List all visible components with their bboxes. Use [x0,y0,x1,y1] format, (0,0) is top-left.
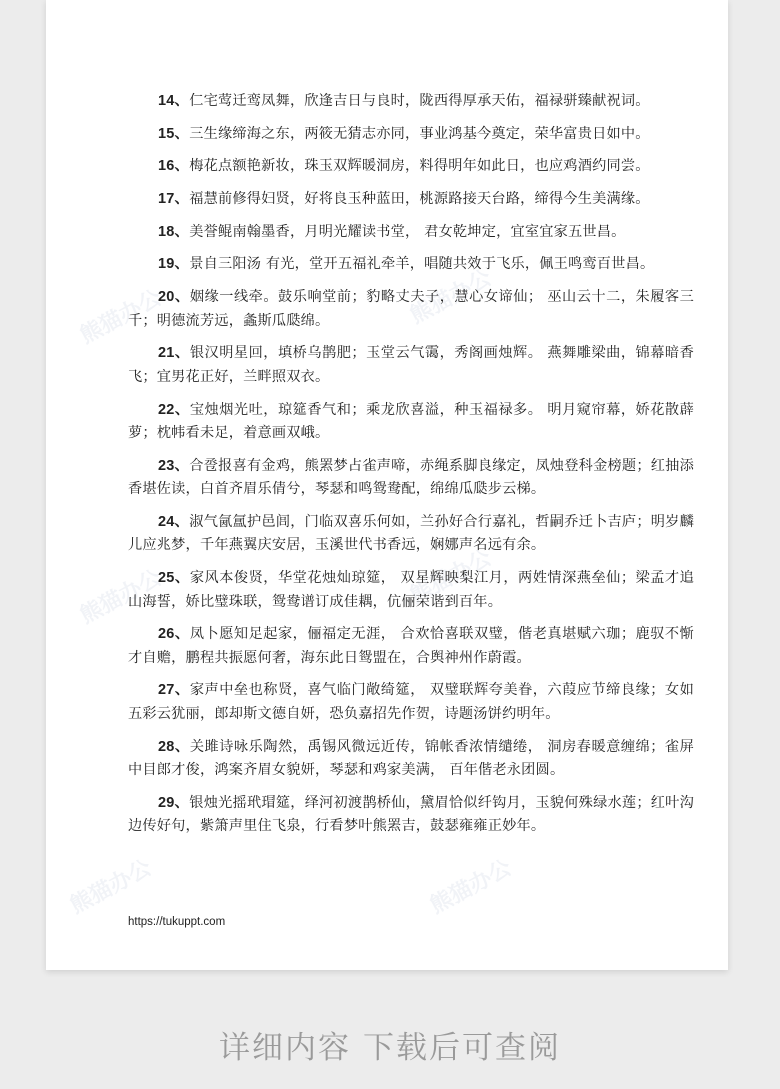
blessing-entry [128,221,694,245]
entry-text: 银汉明星回，填桥乌鹊肥；玉堂云气霭，秀阁画烛辉。 燕舞雕梁曲，锦幕暗香飞；宜男花正好，兰畔照双衣。 [128,345,695,385]
entry-number: 16、 [158,158,190,175]
entry-number: 14、 [158,93,190,109]
source-url[interactable]: https://tukuppt.com [128,916,226,928]
entry-number: 17、 [158,191,190,208]
entry-number: 18、 [158,223,190,240]
watermark: 熊猫办公 [76,285,166,349]
document-page [46,0,728,970]
blessing-entry [128,188,694,212]
entry-text: 福慧前修得妇贤，好将良玉种蓝田，桃源路接天台路，缔得今生美满缘。 [189,191,650,208]
blessing-entry [128,286,694,333]
blessing-entry [128,342,694,389]
entry-number: 19、 [158,256,190,273]
watermark: 熊猫办公 [406,545,496,609]
entry-text: 景自三阳汤 有光，堂开五福礼牵羊，唱随共效于飞乐，佩王鸣鸾百世昌。 [189,256,655,273]
entry-text: 美誉鲲南翰墨香，月明光耀读书堂， 君女乾坤定，宜室宜家五世昌。 [189,223,626,240]
document-body [128,90,694,848]
entry-text: 关雎诗咏乐陶然，禹锡风微远近传，锦帐香浓情缱绻， 洞房春暖意缠绵；雀屏中目郎才俊，鸿案齐眉女貌妍，琴瑟和鸡家美满， 百年偕老永团圆。 [128,738,695,779]
blessing-entry [128,253,694,277]
download-banner[interactable] [0,1022,780,1067]
watermark: 熊猫办公 [426,855,516,919]
blessing-entry [128,455,694,502]
entry-text: 家风本俊贤，华堂花烛灿琼筵， 双星辉映梨江月，两姓情深燕垒仙；梁孟才追山海誓，娇比璧珠联，鸳鸯谱订成佳耦，伉俪荣谐到百年。 [128,570,695,610]
entry-number: 20、 [158,289,190,306]
blessing-entry [128,679,694,726]
entry-text: 姻缘一线牵。鼓乐响堂前；豹略丈夫子，慧心女谛仙； 巫山云十二，朱履客三千；明德流芳远，螽斯瓜瓞绵。 [128,289,695,329]
blessing-entry [128,567,694,614]
entry-number: 15、 [158,125,190,142]
entry-number: 25、 [158,570,190,587]
blessing-entry [128,123,694,147]
entry-number: 29、 [158,794,190,811]
footer-download-label: 下载后可查阅 [363,1030,561,1066]
watermark: 熊猫办公 [76,565,166,629]
blessing-entry [128,623,694,670]
entry-number: 27、 [158,682,190,699]
entry-number: 22、 [158,401,190,418]
blessing-entry [128,90,694,114]
entry-text: 家声中垒也称贤，喜气临门敞绮筵， 双璧联辉夸美眷，六葭应节缔良缘；女如五彩云犹丽，郎却斯文德自妍，恐负嘉招先作贺，诗题汤饼约明年。 [128,682,695,722]
entry-text: 合卺报喜有金鸡，熊罴梦占雀声啼，赤绳系脚良缘定，凤烛登科金榜题；红抽添香堪佐读，白首齐眉乐倩兮，琴瑟和鸣鸳鸯配，绵绵瓜瓞步云梯。 [128,457,694,498]
entry-number: 26、 [158,626,190,643]
blessing-entry [128,155,694,179]
watermark: 熊猫办公 [406,265,496,329]
entry-text: 梅花点额艳新妆，珠玉双辉暖洞房，料得明年如此日，也应鸡酒约同尝。 [189,158,650,175]
footer-detail-label: 详细内容 [219,1030,351,1066]
entry-text: 宝烛烟光吐，琼筵香气和；乘龙欣喜溢，种玉福禄多。 明月窥帘幕，娇花散薜萝；枕帏看未足，着意画双峨。 [128,401,695,441]
entry-number: 24、 [158,513,190,530]
entry-text: 银烛光摇玳瑁筵，绎河初渡鹊桥仙，黛眉恰似纤钩月，玉貌何殊绿水莲；红叶沟边传好句，紫箫声里住飞泉，行看梦叶熊罴吉，鼓瑟雍雍正妙年。 [128,794,694,835]
entry-number: 23、 [158,457,190,474]
blessing-entry [128,511,694,558]
entry-text: 淑气氤氲护邑闾，门临双喜乐何如，兰孙好合行嘉礼，哲嗣乔迁卜吉庐；明岁麟儿应兆梦，千年燕翼庆安居，玉溪世代书香远，娴娜声名远有余。 [128,513,694,554]
entry-number: 28、 [158,738,190,755]
watermark: 熊猫办公 [66,855,156,919]
entry-text: 三生缘缔海之东，两筱无猜志亦同，事业鸿基今奠定，荣华富贵日如中。 [189,125,650,142]
entry-text: 仁宅莺迁鸾凤舞，欣逢吉日与良时，陇西得厚承天佑，福禄骈臻献祝词。 [189,93,650,109]
entry-text: 凤卜愿知足起家，俪福定无涯， 合欢恰喜联双璧，偕老真堪赋六珈；鹿驭不惭才自赡，鹏程共振愿何奢，海东此日鸳盟在，合舆神州作蔚霞。 [128,626,695,666]
blessing-entry [128,792,694,839]
entry-number: 21、 [158,345,190,362]
blessing-entry [128,736,694,783]
blessing-entry [128,399,694,446]
